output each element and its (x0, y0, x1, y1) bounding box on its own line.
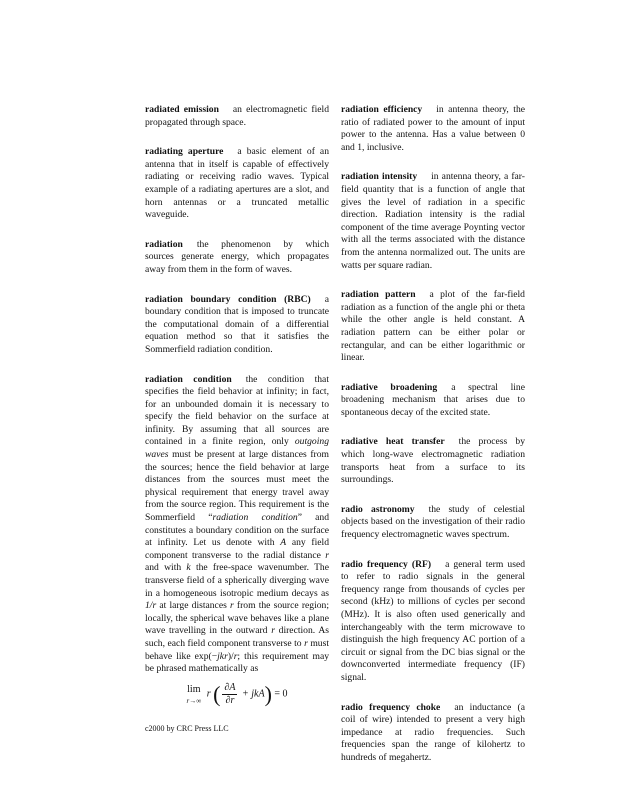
entry-radiation-boundary-condition (145, 294, 329, 357)
entry-radiation-intensity (341, 171, 525, 272)
open-paren: ( (213, 681, 221, 707)
radiation-condition-formula (145, 682, 329, 707)
entry-definition: an electromagnetic field propagated through space. (145, 104, 329, 128)
math-variable: 1/r (145, 600, 157, 612)
entry-definition: an inductance (a coil of wire) intended to present a very high impedance at radio frequencies. Such frequencies span the range of kilohertz to hundreds of megahertz. (341, 701, 525, 763)
italic-term: radiation condition (212, 512, 298, 524)
definition-text: )/ (227, 650, 234, 662)
entry-radio-frequency (341, 559, 525, 685)
definition-text: ; this requirement may be phrased mathematically as (145, 650, 329, 675)
entry-definition: a general term used to refer to radio signals in the general frequency range from thousands of cycles per second (kHz) to millions of cycles per second (MHz). It is also often used generically and interchangeably with the term microwave to distinguish the high frequency AC portion of a circuit or signal from the DC bias signal or the downconverted intermediate frequency (IF) signal. (341, 558, 525, 683)
entry-definition: the phenomenon by which sources generate energy, which propagates away from them in the form of waves. (145, 238, 329, 275)
entry-radiation-condition (145, 374, 329, 707)
entry-term: radiating aperture (145, 146, 224, 158)
entry-radiating-aperture (145, 146, 329, 222)
definition-text: from the source region; locally, the spherical wave behaves like a plane wave travelling in the outward (145, 600, 329, 637)
math-variable: r (325, 549, 329, 561)
math-variable: r (233, 650, 238, 662)
entry-term: radiation condition (145, 373, 232, 385)
definition-text: must be present at large distances from the sources; hence the field behavior at large distances from the sources must meet the physical requirement that energy travel away from the source region. This requirement is the Sommerfield “ (145, 449, 329, 524)
copyright-footer: c2000 by CRC Press LLC (145, 724, 229, 733)
close-paren: ) (264, 681, 272, 707)
entry-term: radio frequency choke (341, 701, 441, 713)
definition-text: ” and constitutes a boundary condition on the surface at infinity. Let us denote with (145, 512, 330, 549)
entry-term: radiation pattern (341, 289, 416, 301)
limit-subscript: r→∞ (186, 697, 202, 706)
entry-radiative-broadening (341, 382, 525, 420)
entry-definition: a spectral line broadening mechanism that arises due to spontaneous decay of the excited state. (341, 381, 525, 418)
entry-term: radio astronomy (341, 503, 415, 515)
entry-term: radiation boundary condition (RBC) (145, 293, 311, 305)
entry-definition: in antenna theory, the ratio of radiated power to the amount of input power to the antenna. Has a value between 0 and 1, inclusive. (341, 104, 525, 153)
entry-definition: the process by which long-wave electromagnetic radiation transports heat from a surface to its surroundings. (341, 436, 526, 486)
entry-definition: the study of celestial objects based on the investigation of their radio frequency electromagnetic waves spectrum. (341, 503, 525, 541)
entry-radiation-pattern (341, 289, 525, 365)
formula-equals: = 0 (274, 688, 288, 700)
entry-definition: a basic element of an antenna that in itself is capable of effectively radiating or receiving radio waves. Typical example of a radiating apertures are a slot, and horn antennas or a truncated metallic waveguide. (145, 146, 329, 221)
entry-radiated-emission (145, 104, 329, 129)
fraction-numerator: ∂A (224, 681, 236, 693)
left-column (145, 104, 329, 724)
math-variable: k (186, 562, 191, 574)
math-variable: r (271, 625, 275, 637)
entry-definition: a boundary condition that is imposed to truncate the computational domain of a differential equation method so that it satisfies the Sommerfield radiation condition. (145, 293, 329, 355)
entry-radio-frequency-choke (341, 702, 525, 765)
entry-radiative-heat-transfer (341, 436, 525, 486)
math-variable: r (229, 600, 234, 612)
definition-text: any field component transverse to the radial distance (145, 537, 330, 561)
math-variable: jkr (217, 650, 228, 662)
entry-term: radiative heat transfer (341, 436, 445, 448)
right-column (341, 104, 525, 782)
fraction-denominator: ∂r (225, 694, 235, 706)
definition-text: and with (145, 562, 187, 574)
italic-term: outgoing waves (145, 436, 329, 461)
entry-definition: a plot of the far-field radiation as a function of the angle phi or theta while the other angle is held constant. A radiation pattern can be either polar or rectangular, and can be either logarithmic or linear. (341, 289, 525, 364)
definition-text: the condition that specifies the field behavior at infinity; in fact, for an unbounded domain it is necessary to specify the field behavior on the surface at infinity. By assuming that all sources are contained in a finite region, only (145, 373, 329, 448)
math-variable: r (304, 637, 308, 649)
formula-plus-term: + jkA (241, 688, 265, 700)
definition-text: must behave like exp(− (145, 637, 329, 662)
entry-term: radiative broadening (341, 381, 438, 393)
limit-label: lim (187, 684, 201, 696)
entry-term: radiation intensity (341, 171, 418, 183)
entry-radiation (145, 239, 329, 277)
entry-term: radiation efficiency (341, 104, 423, 115)
entry-radiation-efficiency (341, 104, 525, 154)
definition-text: the free-space wavenumber. The transverse field of a spherically diverging wave in a homogeneous isotropic medium decays as (145, 562, 329, 599)
definition-text: at large distances (156, 600, 230, 612)
entry-definition: in antenna theory, a far-field quantity that is a function of angle that gives the level of radiation in a specific direction. Radiation intensity is the radial component of the time average Poynting vector with all the terms associated with the distance from the antenna normalized out. The units are watts per square radian. (341, 171, 525, 271)
entry-term: radiation (145, 238, 183, 250)
math-variable: r (206, 688, 211, 700)
entry-radio-astronomy (341, 504, 525, 542)
entry-term: radio frequency (RF) (341, 558, 432, 570)
entry-term: radiated emission (145, 104, 219, 115)
math-variable: A (280, 537, 287, 549)
partial-fraction (222, 682, 237, 707)
definition-text: direction. As such, each field component transverse to (145, 625, 329, 649)
limit-operator (186, 683, 201, 705)
